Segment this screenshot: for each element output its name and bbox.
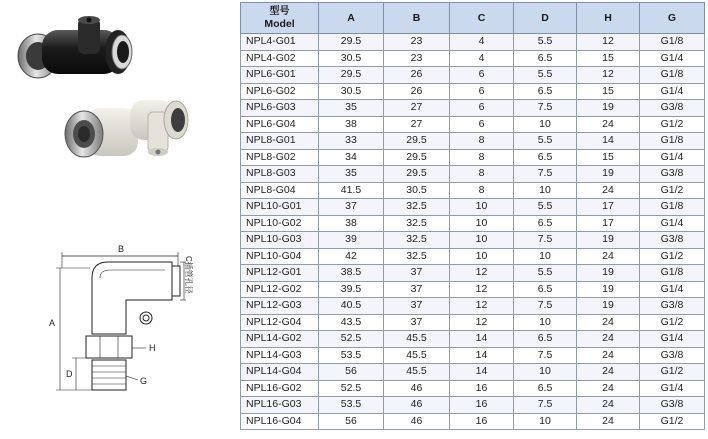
cell-h: 12 [577, 67, 640, 84]
cell-a: 53.5 [319, 347, 384, 364]
cell-c: 12 [450, 265, 514, 282]
table-row [241, 281, 705, 298]
dim-d-label: D [66, 369, 73, 379]
table-row [241, 265, 705, 282]
cell-h: 19 [577, 232, 640, 249]
cell-b: 32.5 [384, 248, 450, 265]
cell-h: 24 [577, 413, 640, 430]
cell-g: G3/8 [640, 166, 705, 183]
dim-h-label: H [149, 343, 156, 353]
cell-b: 32.5 [384, 199, 450, 216]
cell-d: 7.5 [514, 298, 577, 315]
cell-g: G1/8 [640, 133, 705, 150]
table-row [241, 397, 705, 414]
cell-c: 14 [450, 347, 514, 364]
table-body [241, 34, 705, 430]
cell-d: 5.5 [514, 265, 577, 282]
cell-a: 52.5 [319, 380, 384, 397]
cell-a: 34 [319, 149, 384, 166]
product-illustrations [0, 0, 238, 439]
cell-a: 40.5 [319, 298, 384, 315]
table-row [241, 199, 705, 216]
technical-drawing [56, 252, 186, 390]
cell-g: G1/8 [640, 34, 705, 51]
cell-c: 10 [450, 232, 514, 249]
cell-d: 5.5 [514, 133, 577, 150]
illustration-canvas [0, 0, 238, 439]
header-b: B [384, 3, 450, 34]
cell-b: 29.5 [384, 133, 450, 150]
cell-c: 14 [450, 331, 514, 348]
cell-a: 56 [319, 364, 384, 381]
cell-h: 15 [577, 83, 640, 100]
cell-g: G1/2 [640, 314, 705, 331]
cell-a: 35 [319, 100, 384, 117]
cell-d: 7.5 [514, 166, 577, 183]
cell-model: NPL14-G04 [241, 364, 319, 381]
cell-d: 10 [514, 182, 577, 199]
cell-c: 16 [450, 380, 514, 397]
cell-a: 38.5 [319, 265, 384, 282]
cell-g: G3/8 [640, 397, 705, 414]
cell-c: 12 [450, 281, 514, 298]
table-row [241, 232, 705, 249]
cell-g: G1/4 [640, 149, 705, 166]
cell-a: 39 [319, 232, 384, 249]
table-row [241, 298, 705, 315]
cell-h: 24 [577, 248, 640, 265]
cell-b: 26 [384, 67, 450, 84]
cell-g: G1/8 [640, 265, 705, 282]
cell-b: 29.5 [384, 166, 450, 183]
cell-b: 37 [384, 265, 450, 282]
cell-g: G3/8 [640, 347, 705, 364]
table-row [241, 380, 705, 397]
cell-model: NPL6-G01 [241, 67, 319, 84]
cell-b: 32.5 [384, 232, 450, 249]
cell-h: 19 [577, 281, 640, 298]
cell-d: 6.5 [514, 331, 577, 348]
header-d: D [514, 3, 577, 34]
cell-g: G1/4 [640, 215, 705, 232]
cell-h: 17 [577, 199, 640, 216]
cell-b: 46 [384, 380, 450, 397]
cell-model: NPL8-G04 [241, 182, 319, 199]
header-a: A [319, 3, 384, 34]
cell-model: NPL4-G01 [241, 34, 319, 51]
cell-b: 45.5 [384, 364, 450, 381]
cell-d: 7.5 [514, 232, 577, 249]
cell-c: 4 [450, 34, 514, 51]
cell-d: 10 [514, 116, 577, 133]
cell-model: NPL16-G04 [241, 413, 319, 430]
cell-b: 30.5 [384, 182, 450, 199]
dim-a-label: A [49, 318, 56, 328]
cell-model: NPL8-G02 [241, 149, 319, 166]
cell-c: 10 [450, 248, 514, 265]
cell-model: NPL12-G03 [241, 298, 319, 315]
cell-model: NPL16-G03 [241, 397, 319, 414]
cell-a: 33 [319, 133, 384, 150]
cell-d: 10 [514, 248, 577, 265]
cell-g: G1/2 [640, 413, 705, 430]
cell-a: 39.5 [319, 281, 384, 298]
cell-model: NPL8-G01 [241, 133, 319, 150]
cell-g: G1/8 [640, 199, 705, 216]
cell-a: 56 [319, 413, 384, 430]
cell-a: 37 [319, 199, 384, 216]
cell-a: 43.5 [319, 314, 384, 331]
cell-g: G3/8 [640, 232, 705, 249]
header-model-en: Model [264, 18, 295, 30]
header-c: C [450, 3, 514, 34]
cell-g: G1/8 [640, 67, 705, 84]
cell-h: 24 [577, 347, 640, 364]
cell-b: 46 [384, 413, 450, 430]
cell-model: NPL10-G01 [241, 199, 319, 216]
table-header-row [241, 3, 705, 34]
cell-d: 7.5 [514, 397, 577, 414]
cell-h: 24 [577, 314, 640, 331]
cell-c: 12 [450, 298, 514, 315]
cell-h: 12 [577, 34, 640, 51]
table-row [241, 331, 705, 348]
table-row [241, 67, 705, 84]
cell-model: NPL6-G03 [241, 100, 319, 117]
cell-d: 6.5 [514, 215, 577, 232]
cell-c: 4 [450, 50, 514, 67]
cell-model: NPL12-G04 [241, 314, 319, 331]
cell-c: 14 [450, 364, 514, 381]
cell-c: 8 [450, 182, 514, 199]
cell-b: 37 [384, 281, 450, 298]
cell-d: 6.5 [514, 83, 577, 100]
header-h: H [577, 3, 640, 34]
cell-d: 6.5 [514, 281, 577, 298]
cell-d: 5.5 [514, 67, 577, 84]
cell-a: 52.5 [319, 331, 384, 348]
cell-b: 46 [384, 397, 450, 414]
cell-d: 5.5 [514, 199, 577, 216]
cell-d: 6.5 [514, 50, 577, 67]
cell-b: 29.5 [384, 149, 450, 166]
dim-c-label: C插管孔径 [184, 256, 193, 294]
cell-h: 15 [577, 149, 640, 166]
cell-b: 45.5 [384, 347, 450, 364]
cell-g: G1/4 [640, 50, 705, 67]
cell-c: 12 [450, 314, 514, 331]
cell-model: NPL16-G02 [241, 380, 319, 397]
cell-d: 6.5 [514, 380, 577, 397]
cell-a: 41.5 [319, 182, 384, 199]
cell-model: NPL10-G03 [241, 232, 319, 249]
cell-b: 32.5 [384, 215, 450, 232]
cell-model: NPL12-G02 [241, 281, 319, 298]
cell-h: 24 [577, 380, 640, 397]
table-row [241, 413, 705, 430]
cell-model: NPL14-G02 [241, 331, 319, 348]
cell-g: G1/4 [640, 380, 705, 397]
cell-c: 6 [450, 67, 514, 84]
cell-model: NPL10-G04 [241, 248, 319, 265]
table-row [241, 83, 705, 100]
table-row [241, 149, 705, 166]
cell-model: NPL14-G03 [241, 347, 319, 364]
cell-model: NPL4-G02 [241, 50, 319, 67]
cell-model: NPL6-G02 [241, 83, 319, 100]
cell-model: NPL10-G02 [241, 215, 319, 232]
cell-d: 5.5 [514, 34, 577, 51]
cell-c: 16 [450, 397, 514, 414]
cell-d: 10 [514, 364, 577, 381]
spec-table [240, 2, 705, 430]
cell-h: 24 [577, 116, 640, 133]
table-row [241, 50, 705, 67]
black-fitting-photo [18, 16, 132, 78]
cell-b: 37 [384, 298, 450, 315]
cell-a: 30.5 [319, 83, 384, 100]
table-row [241, 347, 705, 364]
cell-a: 38 [319, 215, 384, 232]
table-row [241, 166, 705, 183]
cell-a: 29.5 [319, 67, 384, 84]
cell-c: 8 [450, 166, 514, 183]
cell-model: NPL12-G01 [241, 265, 319, 282]
cell-b: 27 [384, 100, 450, 117]
cell-b: 27 [384, 116, 450, 133]
cell-h: 14 [577, 133, 640, 150]
cell-d: 7.5 [514, 100, 577, 117]
cell-c: 10 [450, 215, 514, 232]
cell-c: 10 [450, 199, 514, 216]
cell-h: 24 [577, 364, 640, 381]
cell-g: G1/4 [640, 331, 705, 348]
table-row [241, 100, 705, 117]
cell-h: 24 [577, 182, 640, 199]
cell-a: 29.5 [319, 34, 384, 51]
cell-h: 15 [577, 50, 640, 67]
dim-g-label: G [140, 376, 148, 386]
dim-b-label: B [118, 244, 125, 254]
table-row [241, 133, 705, 150]
cell-d: 10 [514, 314, 577, 331]
cell-c: 8 [450, 149, 514, 166]
cell-b: 23 [384, 34, 450, 51]
cell-a: 30.5 [319, 50, 384, 67]
cell-h: 19 [577, 100, 640, 117]
cell-h: 17 [577, 215, 640, 232]
cell-c: 6 [450, 83, 514, 100]
cell-c: 16 [450, 413, 514, 430]
table-row [241, 248, 705, 265]
cell-c: 8 [450, 133, 514, 150]
cell-d: 7.5 [514, 347, 577, 364]
table-row [241, 364, 705, 381]
cell-g: G3/8 [640, 100, 705, 117]
cell-a: 42 [319, 248, 384, 265]
cell-h: 24 [577, 331, 640, 348]
table-row [241, 34, 705, 51]
cell-c: 6 [450, 100, 514, 117]
cell-h: 19 [577, 166, 640, 183]
cell-d: 10 [514, 413, 577, 430]
cell-g: G1/2 [640, 116, 705, 133]
grey-fitting-photo [65, 100, 188, 157]
cell-b: 37 [384, 314, 450, 331]
cell-g: G1/2 [640, 182, 705, 199]
cell-b: 45.5 [384, 331, 450, 348]
cell-h: 19 [577, 265, 640, 282]
cell-g: G1/2 [640, 248, 705, 265]
cell-g: G1/2 [640, 364, 705, 381]
table-row [241, 182, 705, 199]
cell-a: 38 [319, 116, 384, 133]
cell-g: G1/4 [640, 83, 705, 100]
header-g: G [640, 3, 705, 34]
cell-model: NPL8-G03 [241, 166, 319, 183]
cell-a: 35 [319, 166, 384, 183]
cell-g: G1/4 [640, 281, 705, 298]
cell-h: 19 [577, 298, 640, 315]
cell-h: 24 [577, 397, 640, 414]
cell-g: G3/8 [640, 298, 705, 315]
table-row [241, 215, 705, 232]
cell-model: NPL6-G04 [241, 116, 319, 133]
cell-a: 53.5 [319, 397, 384, 414]
table-row [241, 116, 705, 133]
header-model [241, 3, 319, 34]
table-row [241, 314, 705, 331]
header-model-cn: 型号 [269, 6, 290, 17]
cell-c: 6 [450, 116, 514, 133]
cell-d: 6.5 [514, 149, 577, 166]
cell-b: 26 [384, 83, 450, 100]
cell-b: 23 [384, 50, 450, 67]
